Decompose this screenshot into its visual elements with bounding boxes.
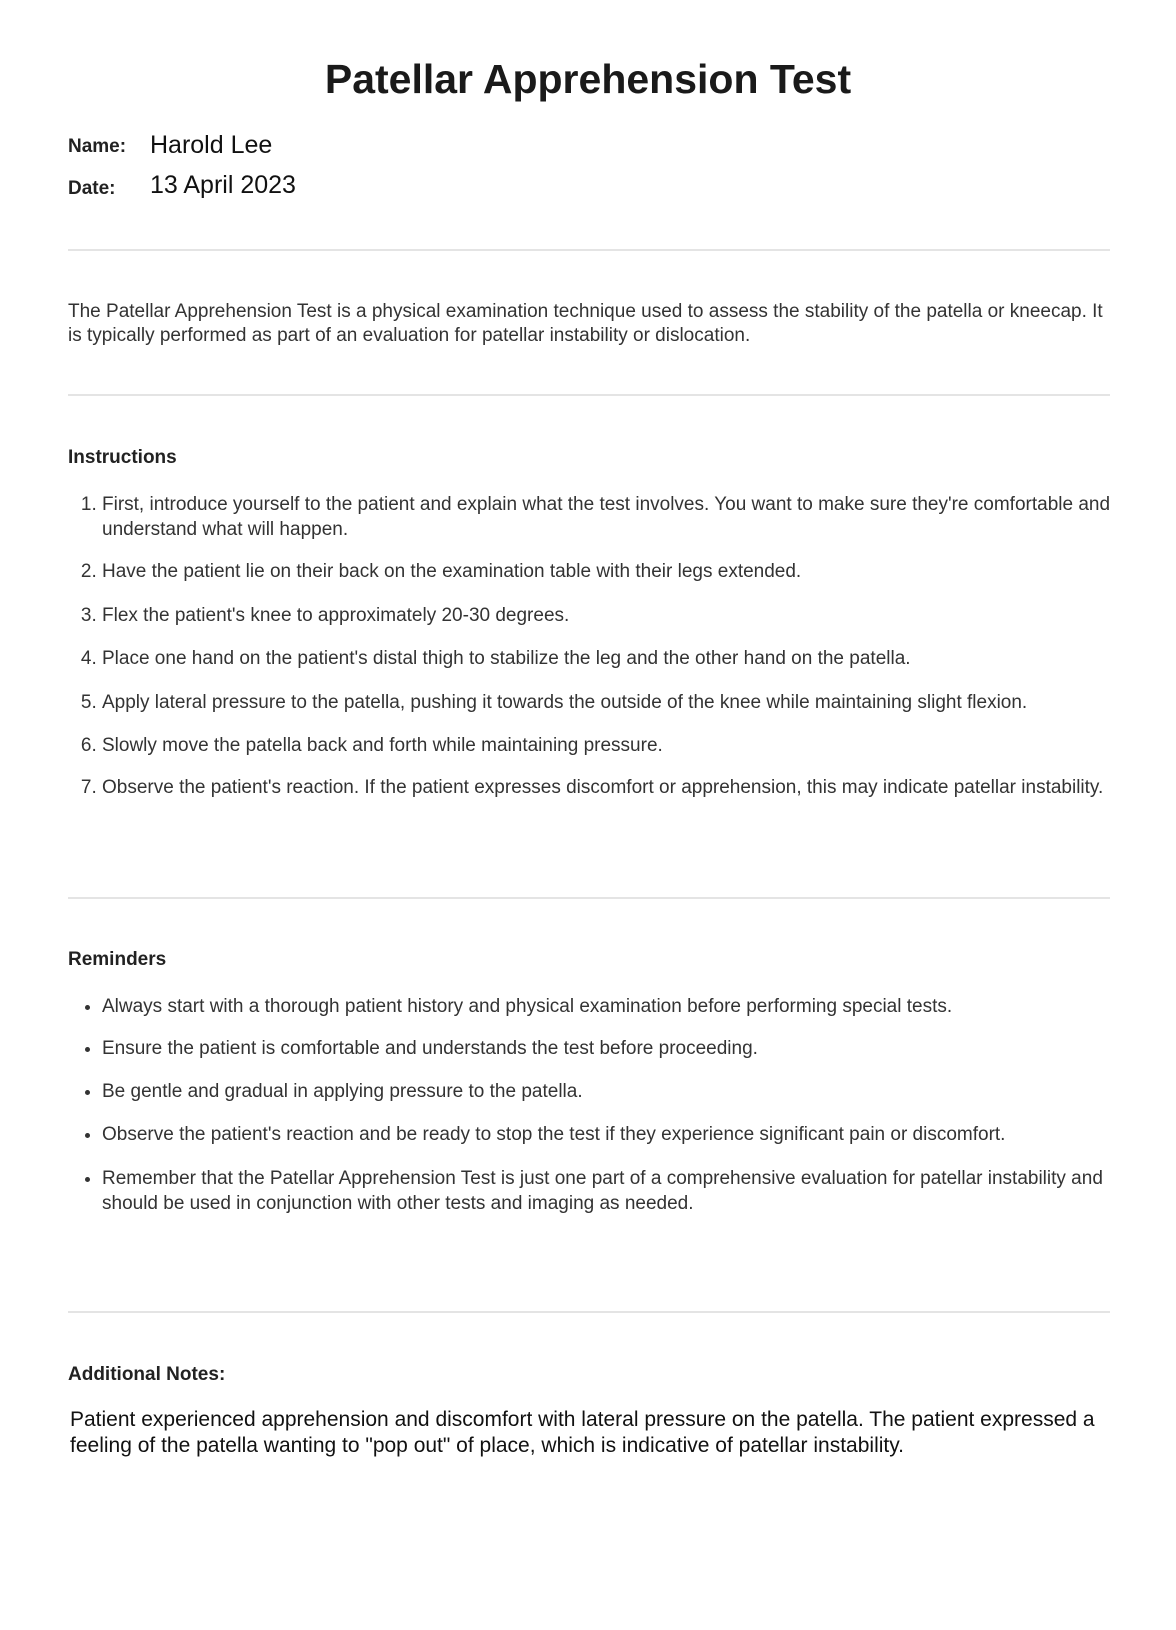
date-label: Date:: [68, 178, 116, 199]
reminder-item: • Remember that the Patellar Apprehension Test is just one part of a comprehensive evaluation for patellar instability and should be used in conjunction with other tests and imaging as needed.: [102, 1166, 1142, 1216]
reminder-item: • Always start with a thorough patient history and physical examination before performing special tests.: [102, 994, 1142, 1019]
name-label: Name:: [68, 136, 127, 157]
instruction-item: 6. Slowly move the patella back and forth while maintaining pressure.: [102, 733, 1142, 758]
reminders-heading: Reminders: [68, 949, 167, 970]
instructions-heading: Instructions: [68, 447, 177, 468]
reminder-item: • Observe the patient's reaction and be ready to stop the test if they experience significant pain or discomfort.: [102, 1122, 1142, 1147]
divider: [68, 1311, 1110, 1313]
instruction-item: 1. First, introduce yourself to the patient and explain what the test involves. You want to make sure they're comfortable and understand what will happen.: [102, 492, 1142, 542]
notes-heading: Additional Notes:: [68, 1364, 226, 1385]
instruction-item: 2. Have the patient lie on their back on the examination table with their legs extended.: [102, 559, 1142, 584]
divider: [68, 897, 1110, 899]
instructions-list: [68, 492, 1142, 800]
instruction-item: 4. Place one hand on the patient's distal thigh to stabilize the leg and the other hand on the patella.: [102, 646, 1142, 671]
instruction-item: 3. Flex the patient's knee to approximately 20-30 degrees.: [102, 603, 1142, 628]
patient-name: Harold Lee: [150, 131, 273, 159]
reminder-item: • Be gentle and gradual in applying pressure to the patella.: [102, 1079, 1142, 1104]
reminders-list: [68, 994, 1142, 1216]
instruction-item: 7. Observe the patient's reaction. If the patient expresses discomfort or apprehension, this may indicate patellar instability.: [102, 775, 1142, 800]
reminder-item: • Ensure the patient is comfortable and understands the test before proceeding.: [102, 1036, 1142, 1061]
exam-date: 13 April 2023: [150, 171, 296, 199]
intro-paragraph: The Patellar Apprehension Test is a physical examination technique used to assess the stability of the patella or kneecap. It is typically performed as part of an evaluation for patellar instability or dislocation.: [68, 301, 1103, 346]
notes-text: Patient experienced apprehension and discomfort with lateral pressure on the patella. The patient expressed a feeling of the patella wanting to "pop out" of place, which is indicative of patellar instability.: [70, 1408, 1095, 1457]
divider: [68, 394, 1110, 396]
divider: [68, 249, 1110, 251]
instruction-item: 5. Apply lateral pressure to the patella, pushing it towards the outside of the knee while maintaining slight flexion.: [102, 690, 1142, 715]
page-title: Patellar Apprehension Test: [324, 56, 852, 102]
